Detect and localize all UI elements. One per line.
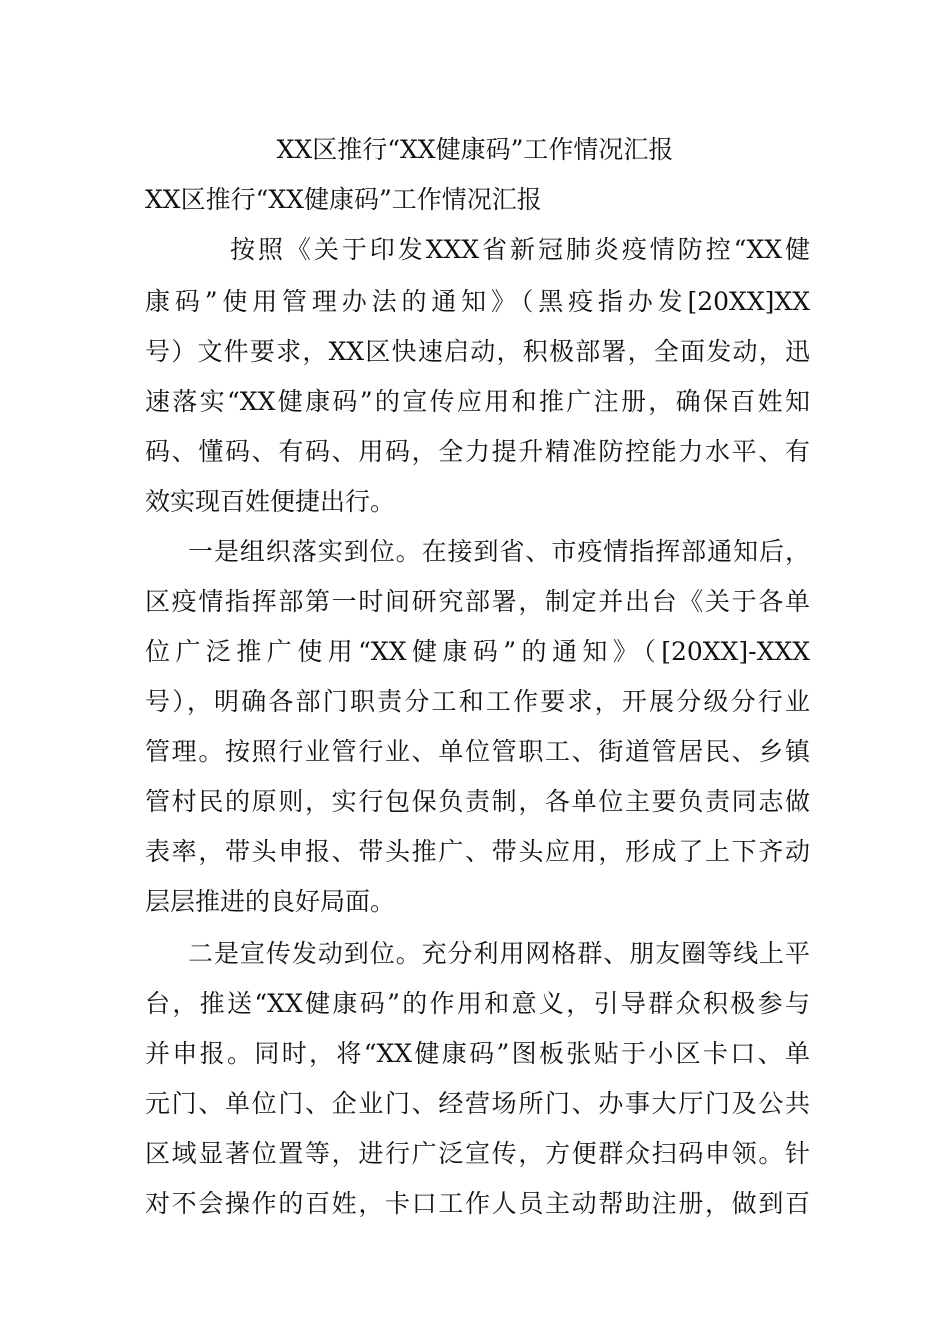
paragraph-2-line-4: 号），明确各部门职责分工和工作要求，开展分级分行业 [145,687,810,716]
paragraph-1-line-5: 码、懂码、有码、用码，全力提升精准防控能力水平、有 [145,437,810,466]
paragraph-2-line-2: 区疫情指挥部第一时间研究部署，制定并出台《关于各单 [145,587,810,616]
paragraph-1-line-2: 康码”使用管理办法的通知》（黑疫指办发[20XX]XX [145,287,810,316]
paragraph-3-line-2: 台，推送“XX健康码”的作用和意义，引导群众积极参与 [145,989,810,1018]
paragraph-1-line-4: 速落实“XX健康码”的宣传应用和推广注册，确保百姓知 [145,387,810,416]
paragraph-2-line-5: 管理。按照行业管行业、单位管职工、街道管居民、乡镇 [145,737,810,766]
paragraph-3-line-4: 元门、单位门、企业门、经营场所门、办事大厅门及公共 [145,1089,810,1118]
paragraph-2-line-3: 位广泛推广使用“XX健康码”的通知》（[20XX]-XXX [145,637,810,666]
document-title-repeated: XX区推行“XX健康码”工作情况汇报 [145,185,542,214]
paragraph-1-line-1: 按照《关于印发XXX省新冠肺炎疫情防控“XX健 [230,235,810,264]
paragraph-3-line-1: 二是宣传发动到位。充分利用网格群、朋友圈等线上平 [188,939,810,968]
paragraph-2-line-1: 一是组织落实到位。在接到省、市疫情指挥部通知后， [188,537,810,566]
paragraph-2-line-6: 管村民的原则，实行包保负责制，各单位主要负责同志做 [145,787,810,816]
paragraph-1-line-6: 效实现百姓便捷出行。 [145,487,396,516]
paragraph-3-line-5: 区域显著位置等，进行广泛宣传，方便群众扫码申领。针 [145,1139,810,1168]
document-title-centered: XX区推行“XX健康码”工作情况汇报 [276,135,674,164]
paragraph-1-line-3: 号）文件要求，XX区快速启动，积极部署，全面发动，迅 [145,337,810,366]
paragraph-3-line-3: 并申报。同时，将“XX健康码”图板张贴于小区卡口、单 [145,1039,810,1068]
paragraph-2-line-8: 层层推进的良好局面。 [145,887,396,916]
paragraph-2-line-7: 表率，带头申报、带头推广、带头应用，形成了上下齐动 [145,837,810,866]
paragraph-3-line-6: 对不会操作的百姓，卡口工作人员主动帮助注册，做到百 [145,1189,810,1218]
